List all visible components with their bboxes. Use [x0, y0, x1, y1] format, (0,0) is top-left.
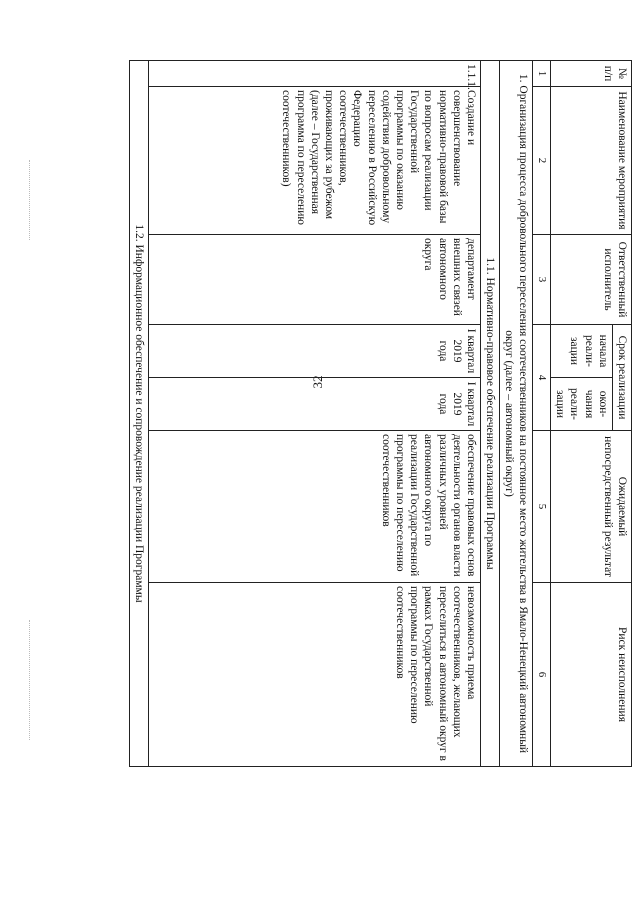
row-num: 1.1.1.: [148, 61, 480, 87]
column-number: 1: [532, 61, 550, 87]
header-responsible: Ответственный исполнитель: [550, 235, 631, 325]
row-responsible: департамент внешних связей автономного округа: [148, 235, 480, 325]
subsection-1-2-title: 1.2. Информационное обеспечение и сопровождение реализации Программы: [129, 61, 148, 767]
subsection-1-1-title: 1.1. Нормативно-правовое обеспечение реализации Программы: [480, 61, 499, 767]
header-num: № п/п: [550, 61, 631, 87]
margin-mark-top: [29, 160, 31, 240]
header-row-top: [612, 61, 631, 767]
program-measures-table: [129, 60, 632, 767]
page-number: 32: [310, 375, 325, 389]
column-number: 2: [532, 87, 550, 235]
column-numbers-row: [532, 61, 550, 767]
header-result: Ожидаемый непосредственный результат: [550, 431, 631, 583]
column-number: 5: [532, 431, 550, 583]
subsection-1-1-row: [480, 61, 499, 767]
column-number: 4: [532, 325, 550, 431]
margin-mark-bottom: [29, 620, 31, 740]
column-number: 3: [532, 235, 550, 325]
header-end: окон-чания реали-зации: [550, 378, 612, 431]
rotated-table-container: [102, 60, 632, 766]
row-result: обеспечение правовых основ деятельности органов власти различных уровней автономного округа по реализации Государственной программы по переселению соотечественников: [148, 431, 480, 583]
row-risk: невозможность приема соотечественников, желающих переселиться в автономный округ в рамках Государственной программы по переселению соотечественников: [148, 583, 480, 767]
row-start: I квартал 2019 года: [148, 325, 480, 378]
row-end: I квартал 2019 года: [148, 378, 480, 431]
header-name: Наименование мероприятия: [550, 87, 631, 235]
header-start: начала реали-зации: [550, 325, 612, 378]
header-period: Срок реализации: [612, 325, 631, 431]
header-risk: Риск неисполнения: [550, 583, 631, 767]
section-1-title: 1. Организация процесса добровольного переселения соотечественников на постоянное место жительства в Ямало-Ненецкий автономный округ (далее – автономный округ): [499, 61, 532, 767]
table-row: [148, 61, 480, 767]
subsection-1-2-row: [129, 61, 148, 767]
row-name: Создание и совершенствование нормативно-правовой базы по вопросам реализации Государственной программы по оказанию содействия добровольному переселению в Российскую Федерацию соотечественников, проживающих за рубежом (далее – Государственная программа по переселению соотечественников): [148, 87, 480, 235]
column-number: 6: [532, 583, 550, 767]
section-1-row: [499, 61, 532, 767]
